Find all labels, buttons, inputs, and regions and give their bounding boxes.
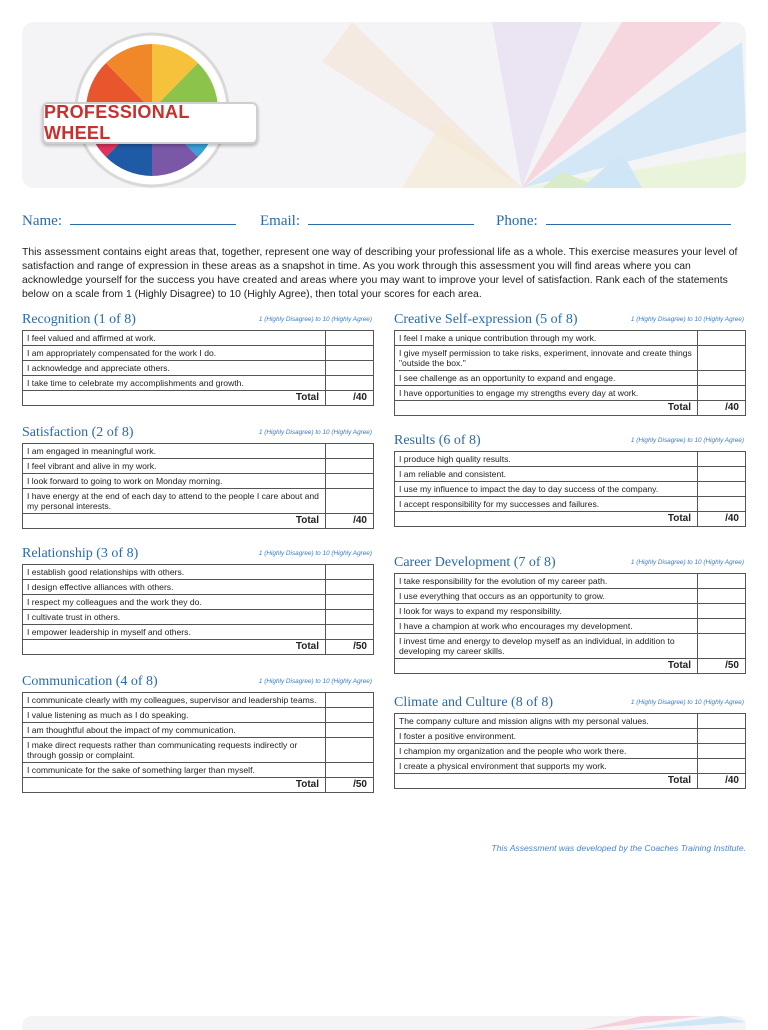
score-cell[interactable] [698,759,746,774]
score-cell[interactable] [326,693,374,708]
total-max[interactable]: /40 [698,401,746,416]
statement-row [395,729,746,744]
score-cell[interactable] [326,459,374,474]
scale-hint: 1 (Highly Disagree) to 10 (Highly Agree) [630,559,744,566]
statement-text: I communicate clearly with my colleagues, supervisor and leadership teams. [23,693,326,708]
statement-text: I feel valued and affirmed at work. [23,331,326,346]
statement-text: I give myself permission to take risks, experiment, innovate and create things "outside the box." [395,346,698,371]
statement-row [23,763,374,778]
score-cell[interactable] [698,729,746,744]
section-title: Communication (4 of 8) [22,674,158,689]
statement-row [395,604,746,619]
statement-text: I make direct requests rather than communicating requests indirectly or through gossip or complaint. [23,738,326,763]
statement-table [394,573,746,674]
statement-row [395,452,746,467]
statement-row [23,610,374,625]
score-cell[interactable] [326,610,374,625]
score-cell[interactable] [698,574,746,589]
statement-text: I look for ways to expand my responsibility. [395,604,698,619]
statement-row [23,580,374,595]
statement-row [23,489,374,514]
total-max[interactable]: /40 [326,391,374,406]
phone-label: Phone: [496,213,538,229]
section-career-development [394,555,746,674]
section-title: Climate and Culture (8 of 8) [394,695,554,710]
total-row [395,659,746,674]
statement-row [23,738,374,763]
score-cell[interactable] [698,371,746,386]
statement-table [394,330,746,416]
scale-hint: 1 (Highly Disagree) to 10 (Highly Agree) [258,316,372,323]
email-line[interactable] [308,212,474,225]
section-title: Results (6 of 8) [394,433,481,448]
statement-row [23,708,374,723]
score-cell[interactable] [698,482,746,497]
statement-text: I take time to celebrate my accomplishments and growth. [23,376,326,391]
statement-row [23,723,374,738]
total-row [23,778,374,793]
score-cell[interactable] [698,331,746,346]
email-field[interactable] [260,212,474,230]
total-row [23,514,374,529]
section-recognition [22,312,374,406]
statement-text: I use everything that occurs as an opportunity to grow. [395,589,698,604]
statement-row [23,376,374,391]
score-cell[interactable] [698,604,746,619]
score-cell[interactable] [698,386,746,401]
statement-row [23,444,374,459]
statement-row [395,759,746,774]
statement-text: I am engaged in meaningful work. [23,444,326,459]
total-label: Total [395,774,698,789]
section-communication [22,674,374,793]
statement-text: I acknowledge and appreciate others. [23,361,326,376]
statement-text: I empower leadership in myself and others. [23,625,326,640]
statement-table [22,330,374,406]
statement-text: I see challenge as an opportunity to expand and engage. [395,371,698,386]
score-cell[interactable] [326,346,374,361]
score-cell[interactable] [698,634,746,659]
scale-hint: 1 (Highly Disagree) to 10 (Highly Agree) [258,550,372,557]
total-max[interactable]: /50 [326,778,374,793]
statement-text: I take responsibility for the evolution of my career path. [395,574,698,589]
statement-row [395,497,746,512]
statement-table [394,713,746,789]
intro-paragraph: This assessment contains eight areas that, together, represent one way of describing your professional life as a whole. This exercise measures your level of satisfaction and range of expression in these areas as a snapshot in time. As you work through this assessment you will find areas where you can acknowledge yourself for the success you have created and areas where you may want to improve your level of satisfaction. Rank each of the statements below on a scale from 1 (Highly Disagree) to 10 (Highly Agree), then total your scores for each area. [22,247,738,300]
bottom-rays-graphic [22,1016,746,1030]
total-label: Total [23,391,326,406]
score-cell[interactable] [326,763,374,778]
statement-text: I cultivate trust in others. [23,610,326,625]
statement-row [395,371,746,386]
score-cell[interactable] [326,580,374,595]
email-label: Email: [260,213,300,229]
statement-row [23,595,374,610]
statement-row [23,474,374,489]
statement-text: I produce high quality results. [395,452,698,467]
statement-row [395,744,746,759]
total-label: Total [395,401,698,416]
score-cell[interactable] [326,489,374,514]
scale-hint: 1 (Highly Disagree) to 10 (Highly Agree) [630,316,744,323]
section-results [394,433,746,527]
statement-text: I have opportunities to engage my strengths every day at work. [395,386,698,401]
statement-text: I look forward to going to work on Monday morning. [23,474,326,489]
statement-row [395,482,746,497]
total-max[interactable]: /50 [326,640,374,655]
score-cell[interactable] [698,346,746,371]
statement-text: I communicate for the sake of something larger than myself. [23,763,326,778]
statement-text: I accept responsibility for my successes and failures. [395,497,698,512]
logo-text: PROFESSIONAL WHEEL [42,102,258,144]
total-row [395,774,746,789]
statement-text: I create a physical environment that supports my work. [395,759,698,774]
statement-text: I invest time and energy to develop myself as an individual, in addition to developing my career skills. [395,634,698,659]
total-label: Total [23,640,326,655]
score-cell[interactable] [326,361,374,376]
statement-text: I respect my colleagues and the work they do. [23,595,326,610]
statement-text: I am appropriately compensated for the work I do. [23,346,326,361]
statement-row [395,386,746,401]
scale-hint: 1 (Highly Disagree) to 10 (Highly Agree) [630,437,744,444]
score-cell[interactable] [326,595,374,610]
statement-row [23,625,374,640]
scale-hint: 1 (Highly Disagree) to 10 (Highly Agree) [258,429,372,436]
name-field[interactable] [22,212,236,230]
total-max[interactable]: /40 [698,512,746,527]
statement-row [23,693,374,708]
logo [30,28,270,188]
section-title: Creative Self-expression (5 of 8) [394,312,578,327]
score-cell[interactable] [326,738,374,763]
total-max[interactable]: /40 [326,514,374,529]
score-cell[interactable] [698,497,746,512]
section-header [22,674,374,692]
score-cell[interactable] [326,625,374,640]
score-cell[interactable] [698,619,746,634]
statement-text: I champion my organization and the people who work there. [395,744,698,759]
total-row [395,512,746,527]
statement-text: I have a champion at work who encourages my development. [395,619,698,634]
total-label: Total [23,514,326,529]
statement-row [23,331,374,346]
section-header [394,695,746,713]
total-row [395,401,746,416]
score-cell[interactable] [698,589,746,604]
score-cell[interactable] [326,444,374,459]
phone-field[interactable] [496,212,731,230]
statement-row [395,574,746,589]
score-cell[interactable] [698,452,746,467]
section-title: Recognition (1 of 8) [22,312,136,327]
total-row [23,391,374,406]
section-title: Satisfaction (2 of 8) [22,425,134,440]
section-header [394,312,746,330]
score-cell[interactable] [326,331,374,346]
statement-text: I am reliable and consistent. [395,467,698,482]
header-banner [22,22,746,188]
total-max[interactable]: /50 [698,659,746,674]
score-cell[interactable] [326,376,374,391]
statement-text: I feel vibrant and alive in my work. [23,459,326,474]
statement-table [22,564,374,655]
statement-table [22,443,374,529]
statement-text: I value listening as much as I do speaking. [23,708,326,723]
statement-text: I am thoughtful about the impact of my communication. [23,723,326,738]
section-satisfaction [22,425,374,529]
statement-row [23,459,374,474]
score-cell[interactable] [326,723,374,738]
statement-table [22,692,374,793]
score-cell[interactable] [326,474,374,489]
section-climate-and-culture [394,695,746,789]
statement-text: I design effective alliances with others. [23,580,326,595]
total-label: Total [23,778,326,793]
total-max[interactable]: /40 [698,774,746,789]
total-label: Total [395,659,698,674]
statement-text: I feel I make a unique contribution through my work. [395,331,698,346]
statement-row [395,714,746,729]
statement-text: I have energy at the end of each day to attend to the people I care about and my personal interests. [23,489,326,514]
score-cell[interactable] [698,467,746,482]
statement-row [23,346,374,361]
name-line[interactable] [70,212,236,225]
statement-text: The company culture and mission aligns with my personal values. [395,714,698,729]
bottom-banner-strip [22,1016,746,1030]
phone-line[interactable] [546,212,731,225]
section-title: Relationship (3 of 8) [22,546,139,561]
section-header [394,555,746,573]
statement-row [395,346,746,371]
statement-row [395,619,746,634]
name-label: Name: [22,213,62,229]
score-cell[interactable] [698,744,746,759]
score-cell[interactable] [326,708,374,723]
footer-note: This Assessment was developed by the Coaches Training Institute. [491,843,746,853]
section-header [22,425,374,443]
statement-text: I foster a positive environment. [395,729,698,744]
statement-row [395,331,746,346]
statement-row [23,361,374,376]
scale-hint: 1 (Highly Disagree) to 10 (Highly Agree) [258,678,372,685]
statement-text: I establish good relationships with others. [23,565,326,580]
total-label: Total [395,512,698,527]
section-header [394,433,746,451]
statement-row [395,589,746,604]
statement-row [395,634,746,659]
statement-row [23,565,374,580]
score-cell[interactable] [698,714,746,729]
statement-row [395,467,746,482]
section-header [22,312,374,330]
section-relationship [22,546,374,655]
total-row [23,640,374,655]
score-cell[interactable] [326,565,374,580]
statement-table [394,451,746,527]
scale-hint: 1 (Highly Disagree) to 10 (Highly Agree) [630,699,744,706]
statement-text: I use my influence to impact the day to day success of the company. [395,482,698,497]
section-title: Career Development (7 of 8) [394,555,556,570]
section-header [22,546,374,564]
section-creative-self-expression [394,312,746,416]
